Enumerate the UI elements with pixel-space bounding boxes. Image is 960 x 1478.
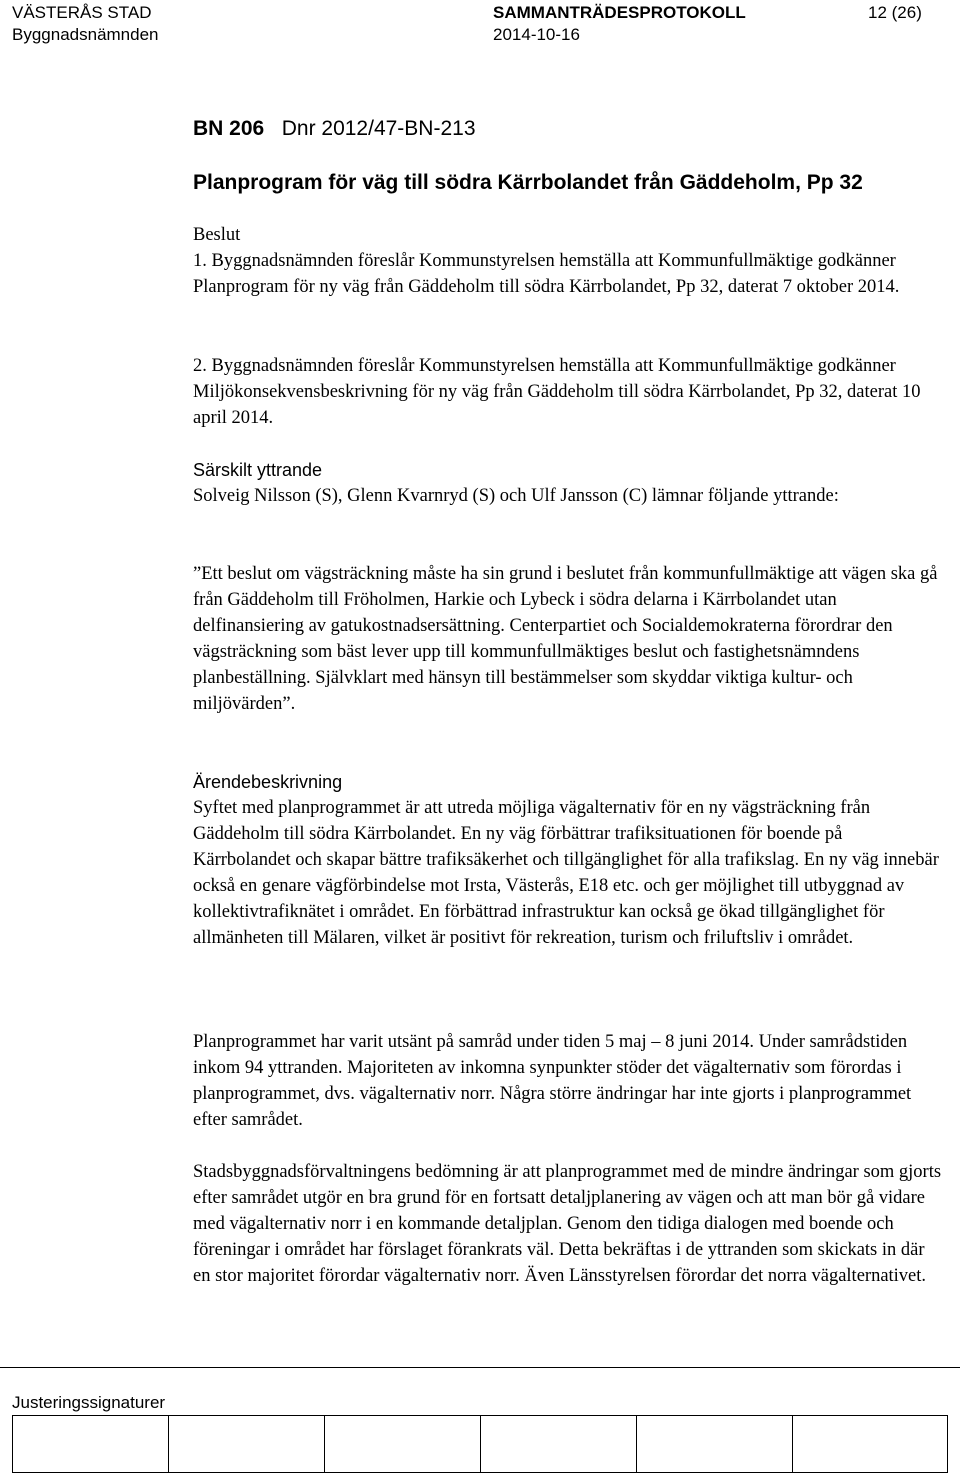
statement-quote-block [193,561,943,717]
description-section [193,769,943,951]
case-dnr: Dnr 2012/47-BN-213 [281,117,476,140]
signature-label: Justeringssignaturer [12,1393,166,1412]
signature-cell-divider [480,1416,481,1472]
signature-cell-divider [168,1416,169,1472]
decision-heading: Beslut [193,225,241,245]
description-paragraph: Syftet med planprogrammet är att utreda möjliga vägalternativ för en ny vägsträckning från Gäddeholm till södra Kärrbolandet. En ny väg förbättrar trafiksituationen för boende på Kärrbolandet och skapar bättre trafiksäkerhet och tillgänglighet för alla trafikslag. En ny väg innebär också en genare vägförbindelse mot Irsta, Västerås, E18 etc. och ger möjlighet till utbyggnad av kollektivtrafiknätet i området. En förbättrad infrastruktur kan också ge ökad tillgänglighet för allmänheten till Mälaren, vilket är positivt för rekreation, turism och friluftsliv i området. [193,798,939,948]
decision-item-2-block [193,353,943,431]
description-paragraph-3-block [193,1159,943,1289]
footer-rule [0,1367,960,1368]
header-board: Byggnadsnämnden [12,25,159,44]
description-paragraph: Stadsbyggnadsförvaltningens bedömning är att planprogrammet med de mindre ändringar som gjorts efter samrådet utgör en bra grund för en fortsatt detaljplanering av vägen och att man bör gå vidare med vägalternativ norr i en kommande detaljplan. Genom den tidiga dialogen med boende och föreningar i området har förslaget förankrats väl. Detta bekräftas i de yttranden som skickats in där en stor majoritet förordar vägalternativ norr. Även Länsstyrelsen förordar det norra vägalternativet. [193,1162,942,1286]
signature-cell-divider [636,1416,637,1472]
statement-section [193,457,943,509]
signature-table [12,1415,948,1473]
header-org: VÄSTERÅS STAD [12,3,152,22]
case-id-line [193,117,476,141]
header-page-number: 12 (26) [868,3,922,22]
statement-quote: ”Ett beslut om vägsträckning måste ha sin grund i beslutet från kommunfullmäktige att vägen ska gå från Gäddeholm till Fröholmen, Harkie och Lybeck i södra delarna i Kärrbolandet utan delfinansiering av gatukostnadsersättning. Centerpartiet och Socialdemokraterna förordrar den vägsträckning som bäst lever upp till kommunfullmäktiges beslut och fastighetsnämndens planbeställning. Självklart med hänsyn till bestämmelser som skyddar viktiga kultur- och miljövärden”. [193,564,938,714]
signature-cell-divider [792,1416,793,1472]
header-date: 2014-10-16 [493,25,580,44]
description-paragraph-2-block [193,1029,943,1133]
header-doc-type: SAMMANTRÄDESPROTOKOLL [493,3,746,22]
description-paragraph: Planprogrammet har varit utsänt på samråd under tiden 5 maj – 8 juni 2014. Under samrådstiden inkom 94 yttranden. Majoriteten av inkomna synpunkter stöder det vägalternativ som förordas i planprogrammet, dvs. vägalternativ norr. Några större ändringar har inte gjorts i planprogrammet efter samrådet. [193,1032,912,1130]
case-title: Planprogram för väg till södra Kärrbolandet från Gäddeholm, Pp 32 [193,171,863,194]
decision-item: 2. Byggnadsnämnden föreslår Kommunstyrelsen hemställa att Kommunfullmäktige godkänner Miljökonsekvensbeskrivning för ny väg från Gäddeholm till södra Kärrbolandet, Pp 32, daterat 10 april 2014. [193,356,921,428]
decision-section [193,222,943,300]
case-code: BN 206 [193,117,265,140]
decision-item: 1. Byggnadsnämnden föreslår Kommunstyrelsen hemställa att Kommunfullmäktige godkänner Planprogram för ny väg från Gäddeholm till södra Kärrbolandet, Pp 32, daterat 7 oktober 2014. [193,251,900,297]
statement-heading: Särskilt yttrande [193,460,323,480]
signature-cell-divider [324,1416,325,1472]
statement-intro: Solveig Nilsson (S), Glenn Kvarnryd (S) och Ulf Jansson (C) lämnar följande yttrande: [193,486,839,506]
description-heading: Ärendebeskrivning [193,772,343,792]
